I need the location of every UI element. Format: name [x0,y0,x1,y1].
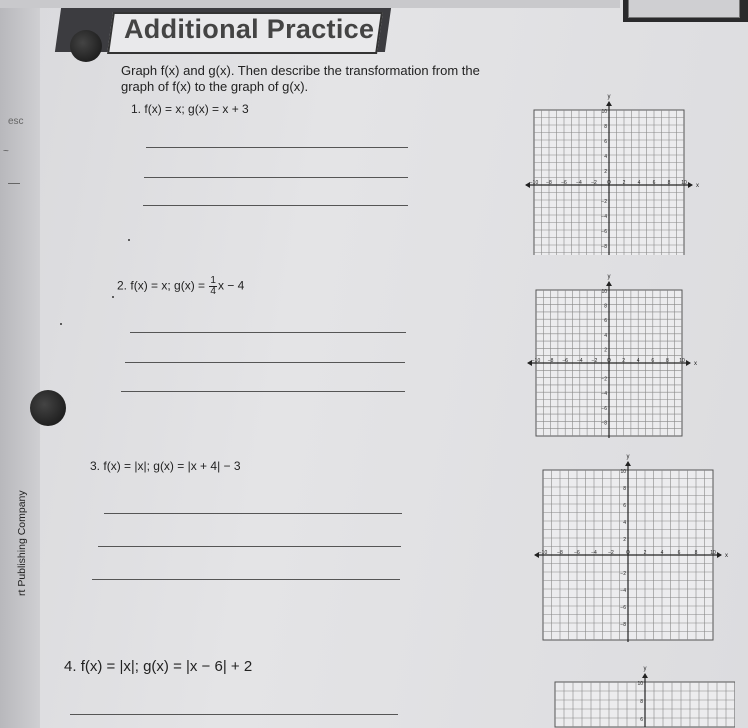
x-axis-label: x [696,183,699,189]
y-tick-label: 4 [623,520,626,526]
page-title: Additional Practice [124,14,375,44]
problem-text-before: f(x) = x; g(x) = [130,278,209,293]
x-tick-label: −4 [591,550,597,556]
answer-line[interactable] [121,391,405,392]
instructions [121,63,480,95]
fraction-denominator: 4 [210,286,216,297]
x-tick-label: −8 [547,358,554,364]
y-tick-label: 10 [601,289,607,295]
y-tick-label: 10 [601,109,607,115]
x-tick-label: −8 [546,180,552,186]
binder-edge [0,0,40,728]
x-tick-label: 6 [677,550,681,556]
y-tick-label: −2 [620,571,626,577]
x-tick-label: 8 [667,180,671,186]
x-axis-label: x [725,553,728,559]
y-axis-label: y [607,274,611,280]
x-tick-label: 10 [679,358,685,364]
y-axis-label: y [643,666,647,672]
y-tick-label: 2 [604,347,607,354]
answer-line[interactable] [143,205,408,206]
x-tick-label: −6 [562,358,569,364]
y-axis-label: y [607,94,611,100]
y-tick-label: 8 [604,303,607,310]
x-tick-label: 6 [652,180,656,186]
y-axis-arrow [642,673,648,678]
answer-line[interactable] [146,147,408,148]
adjacent-page [623,0,748,22]
x-tick-label: −6 [561,180,567,186]
y-tick-label: 8 [604,124,607,130]
problem-3 [90,459,241,473]
coordinate-grid-4[interactable] [545,660,735,728]
coordinate-grid-3[interactable] [525,452,740,642]
x-tick-label: 2 [643,550,647,556]
y-tick-label: −6 [601,405,607,412]
answer-line[interactable] [125,362,405,363]
x-tick-label: 10 [710,550,716,556]
x-tick-label: −10 [531,358,541,364]
instructions-line-2: graph of f(x) to the graph of g(x). [121,79,309,94]
binder-hole-top [70,30,102,62]
x-tick-label: 8 [666,358,669,364]
x-tick-label: 4 [660,550,664,556]
keyboard-edge-mark [8,183,20,184]
pencil-mark [112,296,114,298]
x-tick-label: O [626,550,630,556]
answer-line[interactable] [104,513,402,514]
y-tick-label: −6 [620,605,626,611]
x-tick-label: 2 [622,358,625,364]
problem-number: 1. [131,102,142,116]
x-tick-label: O [607,180,611,186]
problem-number: 4. [64,658,77,675]
x-tick-label: 10 [681,180,687,186]
x-tick-label: −2 [591,180,597,186]
y-axis-arrow [606,101,612,106]
y-tick-label: −4 [601,214,607,220]
x-axis-arrow-right [688,182,693,188]
y-tick-label: 10 [637,681,643,687]
x-tick-label: −6 [574,550,580,556]
keyboard-key-tilde: ~ [3,146,9,157]
y-tick-label: 6 [623,503,626,509]
page-top-edge [0,0,620,8]
y-axis-arrow [606,281,612,286]
problem-2 [117,276,244,297]
problem-text: f(x) = |x|; g(x) = |x − 6| + 2 [80,658,253,675]
x-tick-label: −4 [576,180,582,186]
problem-1 [131,102,249,116]
fraction-numerator: 1 [210,275,216,286]
fraction [209,276,217,297]
problem-text-after: x − 4 [217,278,245,293]
x-tick-label: −8 [557,550,563,556]
y-tick-label: 2 [604,169,607,175]
y-axis-arrow [625,461,631,466]
y-tick-label: 4 [604,154,607,160]
x-tick-label: −10 [538,550,548,556]
x-tick-label: O [607,358,611,364]
x-axis-arrow-right [717,552,722,558]
x-tick-label: 6 [651,358,655,364]
pencil-mark [128,239,130,241]
y-tick-label: 6 [604,139,607,145]
y-tick-label: −6 [601,229,607,235]
answer-line[interactable] [130,332,406,333]
y-tick-label: 4 [604,332,607,339]
grid-body [525,94,699,255]
y-tick-label: 8 [640,699,643,705]
binder-hole-middle [30,390,66,426]
x-axis-arrow-right [686,360,691,366]
y-tick-label: 8 [623,486,626,492]
grid-body [555,666,735,727]
y-tick-label: −2 [601,199,607,205]
x-tick-label: 4 [636,358,640,364]
grid-body [534,454,728,642]
answer-line[interactable] [92,579,400,580]
instructions-line-1: Graph f(x) and g(x). Then describe the transformation from the [121,63,480,78]
x-tick-label: −4 [576,358,583,364]
y-tick-label: −8 [620,622,626,628]
y-tick-label: −4 [620,588,626,594]
y-tick-label: −4 [601,391,607,398]
y-tick-label: 6 [604,318,607,325]
problem-4 [64,658,252,675]
answer-line[interactable] [70,714,398,715]
coordinate-grid-2[interactable] [512,270,717,438]
y-tick-label: 10 [620,469,626,475]
x-tick-label: 2 [622,180,626,186]
answer-line[interactable] [144,177,408,178]
x-tick-label: −10 [529,180,539,186]
y-tick-label: 2 [623,537,626,543]
problem-text: f(x) = x; g(x) = x + 3 [144,102,249,116]
x-tick-label: 4 [637,180,641,186]
problem-number: 2. [117,278,128,293]
problem-text: f(x) = |x|; g(x) = |x + 4| − 3 [103,459,241,473]
y-tick-label: −8 [601,244,607,250]
grid-body [527,274,697,438]
answer-line[interactable] [98,546,401,547]
y-tick-label: −8 [601,420,607,427]
coordinate-grid-1[interactable] [510,90,715,255]
x-tick-label: 8 [694,550,698,556]
keyboard-key-esc: esc [8,116,24,127]
y-tick-label: −2 [601,376,607,383]
y-tick-label: 6 [640,717,643,723]
problem-number: 3. [90,459,101,473]
x-tick-label: −2 [608,550,614,556]
publisher-credit: rt Publishing Company [16,490,28,596]
pencil-mark [60,323,62,325]
x-axis-label: x [694,361,697,367]
y-axis-label: y [626,454,630,460]
x-tick-label: −2 [591,358,598,364]
